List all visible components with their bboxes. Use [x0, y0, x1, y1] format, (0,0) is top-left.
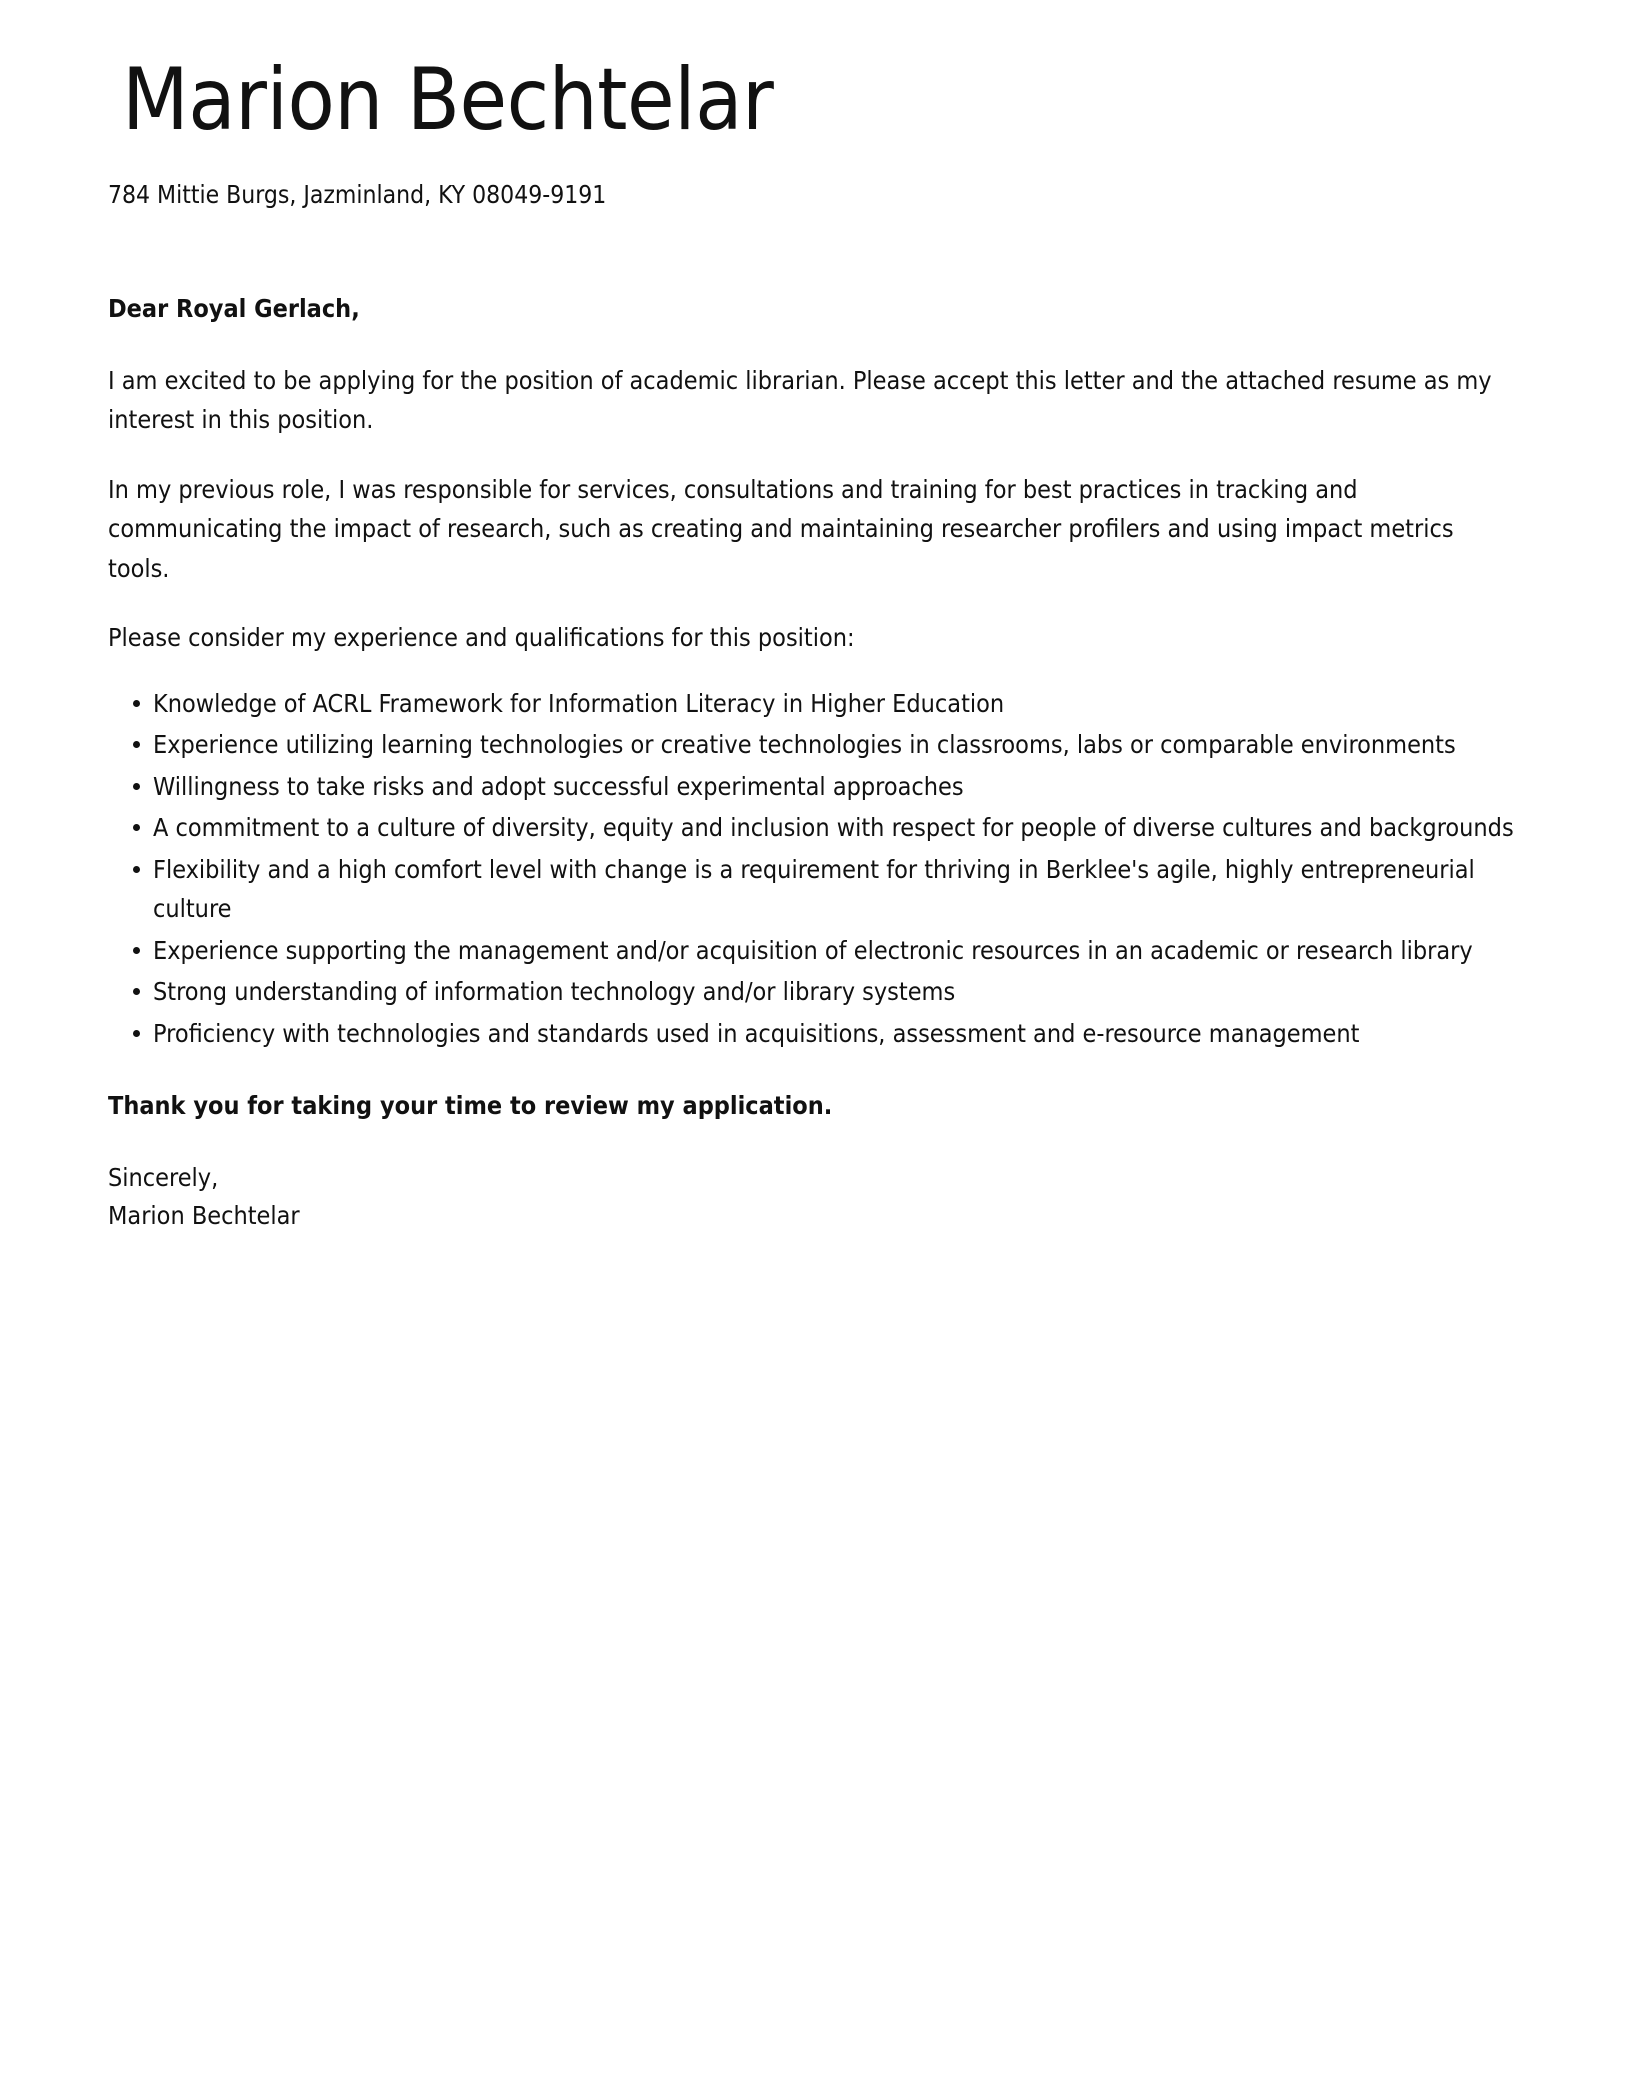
closing-thanks: Thank you for taking your time to review my application.: [108, 1091, 833, 1121]
body-paragraph-2: In my previous role, I was responsible for services, consultations and training for best practices in tracking and communicating the impact of research, such as creating and maintaining researcher profilers and using impact metrics tools.: [108, 474, 1454, 583]
list-item: Flexibility and a high comfort level with change is a requirement for thriving in Berklee's agile, highly entrepreneurial culture: [108, 850, 1518, 929]
list-item: Experience supporting the management and/or acquisition of electronic resources in an academic or research library: [108, 931, 1518, 971]
qualifications-list: [108, 684, 1518, 1054]
letter-content: [108, 52, 1518, 1235]
list-item: Willingness to take risks and adopt successful experimental approaches: [108, 767, 1518, 807]
signature-block: [108, 1159, 1518, 1235]
body-paragraph-1: I am excited to be applying for the position of academic librarian. Please accept this letter and the attached resume as my interest in this position.: [108, 365, 1492, 435]
applicant-address: 784 Mittie Burgs, Jazminland, KY 08049-9191: [108, 180, 607, 210]
letter-body: [108, 291, 1518, 1235]
signature-name: Marion Bechtelar: [108, 1200, 300, 1230]
list-item: A commitment to a culture of diversity, equity and inclusion with respect for people of diverse cultures and backgrounds: [108, 808, 1518, 848]
closing-salutation: Sincerely,: [108, 1162, 219, 1192]
page-title: Marion Bechtelar: [122, 50, 774, 150]
salutation: Dear Royal Gerlach,: [108, 293, 360, 323]
list-item: Knowledge of ACRL Framework for Information Literacy in Higher Education: [108, 684, 1518, 724]
qualifications-lead-in: Please consider my experience and qualifications for this position:: [108, 623, 855, 653]
list-item: Strong understanding of information technology and/or library systems: [108, 972, 1518, 1012]
list-item: Experience utilizing learning technologies or creative technologies in classrooms, labs or comparable environments: [108, 725, 1518, 765]
list-item: Proficiency with technologies and standards used in acquisitions, assessment and e-resource management: [108, 1014, 1518, 1054]
